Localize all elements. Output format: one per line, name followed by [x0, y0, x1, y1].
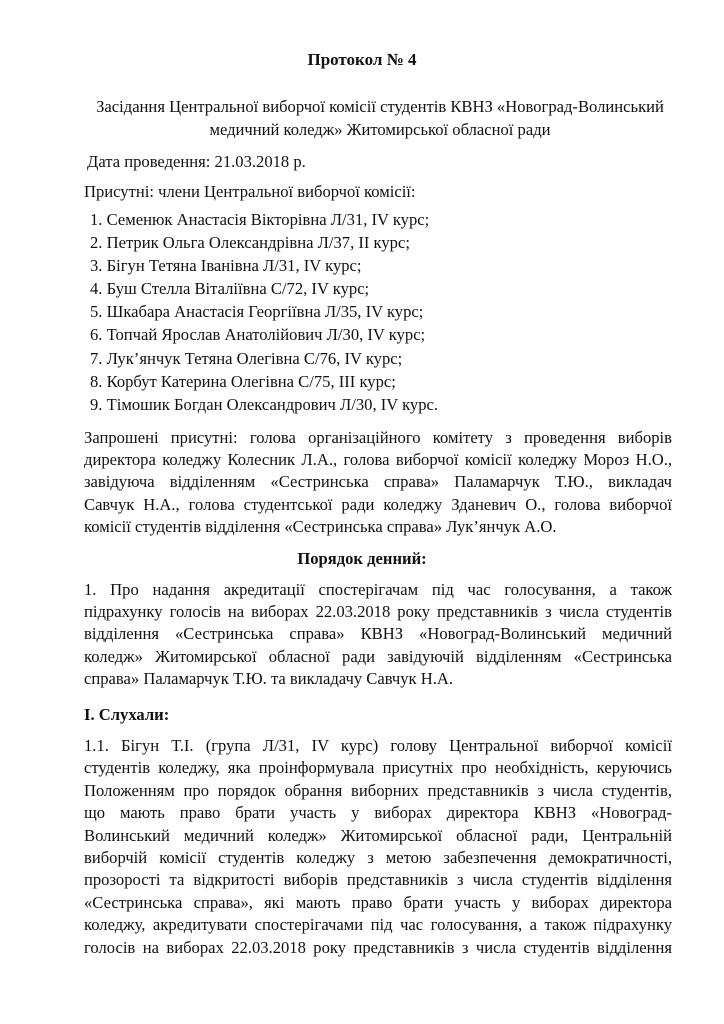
heard-line: Положенням про порядок обрання виборних представників з числа студентів,	[84, 780, 672, 800]
member-item: 7. Лук’янчук Тетяна Олегівна С/76, IV курс;	[90, 348, 403, 368]
member-item: 1. Семенюк Анастасія Вікторівна Л/31, IV курс;	[90, 210, 430, 229]
member-item: 6. Топчай Ярослав Анатолійович Л/30, IV курс;	[90, 325, 426, 345]
subtitle-line: Засідання Центральної виборчої комісії студентів КВНЗ «Новоград-Волинський	[96, 97, 664, 116]
agenda-line: підрахунку голосів на виборах 22.03.2018 року представників з числа студентів	[84, 602, 672, 622]
heard-paragraph	[84, 735, 672, 959]
subtitle-line: медичний коледж» Житомирської обласної ради	[209, 120, 551, 139]
meeting-date: Дата проведення: 21.03.2018 р.	[87, 152, 306, 171]
member-item: 3. Бігун Тетяна Іванівна Л/31, IV курс;	[90, 256, 362, 276]
heard-line: виборчій комісії студентів коледжу з метою забезпечення демократичності,	[84, 848, 672, 868]
heard-line: що мають право брати участь у виборах директора КВНЗ «Новоград-	[84, 803, 672, 823]
meeting-subtitle	[84, 95, 676, 141]
agenda-paragraph	[84, 579, 672, 690]
agenda-heading: Порядок денний:	[297, 549, 427, 568]
invited-line: Савчук Н.А., голова студентської ради коледжу Зданевич О., голова виборчої	[84, 494, 672, 514]
heard-line: Волинський медичний коледж» Житомирської обласної ради, Центральній	[84, 825, 672, 845]
agenda-line: відділення «Сестринська справа» КВНЗ «Новоград-Волинський медичний	[84, 624, 672, 644]
heard-line: 1.1. Бігун Т.І. (група Л/31, IV курс) голову Центральної виборчої комісії	[84, 736, 672, 755]
agenda-line: 1. Про надання акредитації спостерігачам під час голосування, а також	[84, 580, 672, 599]
invited-line: директора коледжу Колесник Л.А., голова виборчої комісії коледжу Мороз Н.О.,	[84, 450, 672, 470]
invited-line: Запрошені присутні: голова організаційного комітету з проведення виборів	[84, 428, 672, 447]
heard-line: голосів на виборах 22.03.2018 року представників з числа студентів відділення	[84, 937, 672, 957]
member-item: 8. Корбут Катерина Олегівна С/75, III курс;	[90, 371, 396, 391]
invited-paragraph	[84, 427, 672, 538]
agenda-line: коледж» Житомирської обласної ради завідуючій відділенням «Сестринська	[84, 646, 672, 666]
present-label: Присутні: члени Центральної виборчої комісії:	[84, 182, 416, 201]
member-item: 9. Тімошик Богдан Олександрович Л/30, IV курс.	[90, 394, 439, 414]
members-list	[90, 208, 438, 416]
heard-line: коледжу, акредитувати спостерігачами під час голосування, а також підрахунку	[84, 915, 672, 935]
heard-heading: I. Слухали:	[84, 705, 170, 724]
document-title: Протокол № 4	[307, 50, 417, 69]
heard-line: «Сестринська справа», які мають право брати участь у виборах директора	[84, 892, 672, 912]
member-item: 5. Шкабара Анастасія Георгіївна Л/35, IV курс;	[90, 302, 424, 322]
member-item: 2. Петрик Ольга Олександрівна Л/37, II курс;	[90, 233, 410, 253]
invited-line: завідуюча відділенням «Сестринська справа» Паламарчук Т.Ю., викладач	[84, 472, 672, 492]
heard-line: прозорості та відкритості виборів представників з числа студентів відділення	[84, 870, 672, 890]
member-item: 4. Буш Стелла Віталіївна С/72, IV курс;	[90, 279, 370, 299]
heard-line: студентів коледжу, яка проінформувала присутніх про необхідність, керуючись	[84, 758, 672, 778]
invited-line: комісії студентів відділення «Сестринська справа» Лук’янчук А.О.	[84, 516, 557, 536]
agenda-line: справа» Паламарчук Т.Ю. та викладачу Савчук Н.А.	[84, 668, 454, 688]
